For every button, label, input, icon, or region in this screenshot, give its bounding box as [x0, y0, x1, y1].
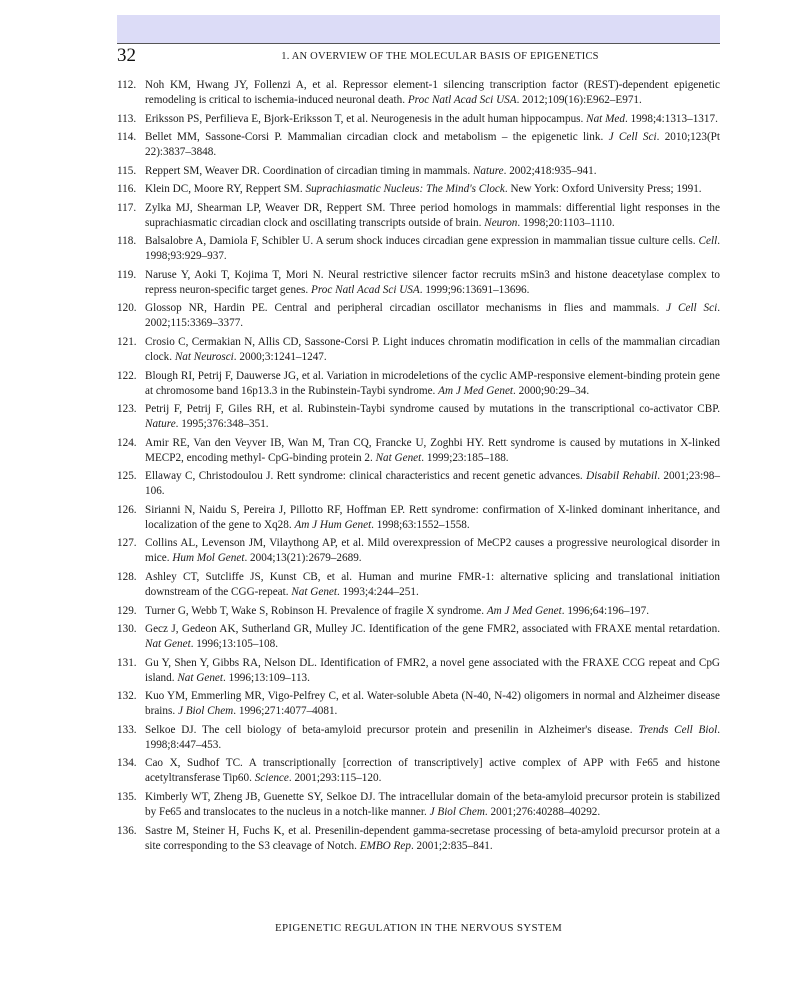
- page-number: 32: [117, 45, 136, 66]
- reference-item: [117, 234, 720, 264]
- reference-number: 122.: [117, 369, 137, 382]
- reference-details: . 1993;4:244–251.: [337, 586, 419, 599]
- reference-journal: J Cell Sci: [608, 131, 657, 144]
- reference-details: . 2000;90:29–34.: [513, 384, 590, 397]
- reference-journal: Am J Med Genet: [486, 604, 562, 617]
- reference-number: 118.: [117, 235, 137, 248]
- reference-text: Blough RI, Petrij F, Dauwerse JG, et al. Variation in microdeletions of the cyclic AMP-responsive element-binding protein gene at chromosome band 16p13.3 in the Rubinstein-Taybi syndrome.: [145, 369, 720, 397]
- reference-number: 134.: [117, 757, 137, 770]
- reference-text: Kimberly WT, Zheng JB, Guenette SY, Selkoe DJ. The intracellular domain of the beta-amyloid precursor protein is stabilized by Fe65 and translocates to the nucleus in a notch-like manner.: [145, 790, 720, 819]
- reference-details: . New York: Oxford University Press; 1991.: [504, 183, 702, 196]
- reference-item: [117, 301, 720, 331]
- reference-details: . 2001;23:98–106.: [145, 470, 720, 498]
- reference-details: . 1996;64:196–197.: [561, 604, 650, 617]
- reference-details: . 2001;276:40288–40292.: [484, 806, 601, 819]
- reference-text: Crosio C, Cermakian N, Allis CD, Sassone-Corsi P. Light induces chromatin modification in cells of the mammalian circadian clock.: [145, 335, 720, 364]
- reference-number: 116.: [117, 183, 137, 196]
- reference-text: Gu Y, Shen Y, Gibbs RA, Nelson DL. Identification of FMR2, a novel gene associated with the FRAXE CCG repeat and CpG island.: [145, 656, 720, 684]
- reference-details: . 2002;418:935–941.: [503, 164, 597, 177]
- reference-item: [117, 436, 720, 466]
- reference-text: Petrij F, Petrij F, Giles RH, et al. Rubinstein-Taybi syndrome caused by mutations in the transcriptional co-activator CBP.: [145, 403, 720, 416]
- reference-text: Cao X, Sudhof TC. A transcriptionally [correction of transcriptively] active complex of APP with Fe65 and histone acetyltransferase Tip60.: [145, 757, 720, 785]
- reference-journal: Cell: [698, 235, 718, 248]
- reference-journal: Neuron: [484, 216, 518, 229]
- reference-item: [117, 182, 720, 197]
- reference-journal: Trends Cell Biol: [638, 723, 718, 736]
- reference-journal: Nature: [472, 164, 504, 177]
- reference-text: Ashley CT, Sutcliffe JS, Kunst CB, et al. Human and murine FMR-1: alternative splicing and translational initiation downstream of the CGG-repeat.: [145, 570, 720, 599]
- reference-details: . 2004;13(21):2679–2689.: [244, 552, 362, 565]
- reference-number: 136.: [117, 824, 137, 837]
- reference-item: [117, 824, 720, 854]
- reference-details: . 1998;4:1313–1317.: [624, 112, 718, 125]
- reference-details: . 1999;96:13691–13696.: [419, 283, 530, 296]
- reference-item: [117, 536, 720, 566]
- reference-details: . 1998;20:1103–1110.: [517, 216, 615, 229]
- reference-item: [117, 78, 720, 108]
- reference-item: [117, 756, 720, 786]
- reference-details: . 1996;13:109–113.: [223, 671, 310, 684]
- reference-number: 130.: [117, 623, 137, 636]
- reference-text: Reppert SM, Weaver DR. Coordination of circadian timing in mammals.: [145, 164, 473, 177]
- reference-item: [117, 656, 720, 686]
- header-band: [117, 15, 720, 43]
- reference-details: . 2001;293:115–120.: [288, 772, 382, 785]
- reference-number: 124.: [117, 436, 137, 449]
- reference-journal: Nat Med: [586, 112, 625, 125]
- reference-text: Kuo YM, Emmerling MR, Vigo-Pelfrey C, et al. Water-soluble Abeta (N-40, N-42) oligomers in normal and Alzheimer disease brains.: [145, 690, 720, 718]
- reference-details: . 2002;115:3369–3377.: [145, 302, 720, 330]
- reference-journal: Nature: [145, 418, 176, 431]
- reference-text: Zylka MJ, Shearman LP, Weaver DR, Reppert SM. Three period homologs in mammals: differential light responses in the suprachiasmatic circadian clock and oscillating transcripts outside of brain.: [145, 201, 720, 229]
- reference-journal: Am J Med Genet: [438, 384, 514, 397]
- reference-journal: Nat Neurosci: [174, 351, 234, 364]
- reference-text: Noh KM, Hwang JY, Follenzi A, et al. Repressor element-1 silencing transcription factor (REST)-dependent epigenetic remodeling is critical to ischemia-induced neuronal death.: [145, 79, 720, 107]
- reference-number: 121.: [117, 335, 137, 348]
- reference-item: [117, 790, 720, 820]
- reference-text: Ellaway C, Christodoulou J. Rett syndrome: clinical characteristics and recent genetic advances.: [145, 470, 587, 483]
- reference-number: 127.: [117, 537, 137, 550]
- reference-text: Klein DC, Moore RY, Reppert SM.: [145, 183, 306, 196]
- reference-text: Amir RE, Van den Veyver IB, Wan M, Tran CQ, Francke U, Zoghbi HY. Rett syndrome is caused by mutations in X-linked MECP2, encoding methyl- CpG-binding protein 2.: [145, 436, 720, 464]
- reference-text: Glossop NR, Hardin PE. Central and peripheral circadian oscillator mechanisms in flies and mammals.: [145, 302, 667, 315]
- reference-text: Bellet MM, Sassone-Corsi P. Mammalian circadian clock and metabolism – the epigenetic link.: [145, 131, 609, 144]
- reference-item: [117, 723, 720, 753]
- reference-number: 131.: [117, 656, 137, 669]
- reference-item: [117, 130, 720, 160]
- reference-journal: J Cell Sci: [666, 302, 718, 315]
- header-rule: [117, 43, 720, 44]
- reference-number: 119.: [117, 268, 137, 281]
- reference-number: 117.: [117, 201, 137, 214]
- reference-details: . 2000;3:1241–1247.: [233, 351, 327, 364]
- reference-journal: Nat Genet: [177, 671, 224, 684]
- reference-item: [117, 164, 720, 179]
- reference-details: . 2012;109(16):E962–E971.: [516, 94, 642, 107]
- reference-text: Sastre M, Steiner H, Fuchs K, et al. Presenilin-dependent gamma-secretase processing of beta-amyloid precursor protein at a site corresponding to the S3 cleavage of Notch.: [145, 824, 720, 852]
- reference-details: . 1996;271:4077–4081.: [233, 705, 338, 718]
- reference-details: . 2010;123(Pt 22):3837–3848.: [145, 131, 721, 159]
- reference-details: . 2001;2:835–841.: [410, 839, 493, 852]
- reference-number: 113.: [117, 112, 137, 125]
- reference-number: 132.: [117, 690, 137, 703]
- reference-number: 126.: [117, 503, 137, 516]
- reference-number: 115.: [117, 164, 137, 177]
- reference-journal: EMBO Rep: [359, 839, 411, 852]
- reference-number: 129.: [117, 604, 137, 617]
- reference-number: 114.: [117, 131, 137, 144]
- reference-journal: Nat Genet: [145, 638, 191, 651]
- reference-journal: Am J Hum Genet: [294, 518, 372, 531]
- reference-text: Gecz J, Gedeon AK, Sutherland GR, Mulley JC. Identification of the gene FMR2, associated with FRAXE mental retardation.: [145, 623, 720, 636]
- reference-text: Eriksson PS, Perfilieva E, Bjork-Eriksson T, et al. Neurogenesis in the adult human hippocampus.: [145, 112, 587, 125]
- reference-item: [117, 503, 720, 533]
- reference-details: . 1995;376:348–351.: [175, 418, 269, 431]
- reference-number: 135.: [117, 790, 137, 803]
- reference-journal: J Biol Chem: [429, 806, 485, 819]
- reference-item: [117, 469, 720, 499]
- reference-journal: Suprachiasmatic Nucleus: The Mind's Clock: [305, 183, 505, 196]
- footer-book-title: EPIGENETIC REGULATION IN THE NERVOUS SYSTEM: [274, 922, 563, 934]
- reference-journal: Proc Natl Acad Sci USA: [310, 283, 420, 296]
- reference-number: 133.: [117, 723, 137, 736]
- reference-journal: Disabil Rehabil: [586, 470, 658, 483]
- reference-list: [117, 78, 720, 857]
- reference-journal: Science: [254, 772, 289, 785]
- chapter-title: 1. AN OVERVIEW OF THE MOLECULAR BASIS OF EPIGENETICS: [281, 51, 599, 62]
- reference-item: [117, 335, 720, 365]
- reference-text: Turner G, Webb T, Wake S, Robinson H. Prevalence of fragile X syndrome.: [145, 604, 487, 617]
- reference-journal: Hum Mol Genet: [172, 552, 245, 565]
- reference-details: . 1999;23:185–188.: [421, 451, 509, 464]
- reference-item: [117, 604, 720, 619]
- reference-item: [117, 689, 720, 719]
- reference-text: Sirianni N, Naidu S, Pereira J, Pillotto RF, Hoffman EP. Rett syndrome: confirmation of X-linked dominant inheritance, and localization of the gene to Xq28.: [145, 503, 720, 531]
- reference-item: [117, 268, 720, 298]
- reference-journal: J Biol Chem: [177, 705, 234, 718]
- reference-details: . 1998;8:447–453.: [145, 723, 720, 751]
- reference-text: Collins AL, Levenson JM, Vilaythong AP, et al. Mild overexpression of MeCP2 causes a progressive neurological disorder in mice.: [145, 537, 720, 565]
- reference-number: 123.: [117, 403, 137, 416]
- reference-item: [117, 369, 720, 399]
- reference-item: [117, 112, 720, 127]
- reference-number: 128.: [117, 570, 137, 583]
- reference-details: . 1998;63:1552–1558.: [371, 518, 470, 531]
- reference-journal: Nat Genet: [375, 451, 422, 464]
- reference-number: 125.: [117, 470, 137, 483]
- reference-number: 112.: [117, 79, 137, 91]
- reference-number: 120.: [117, 302, 137, 315]
- reference-item: [117, 622, 720, 652]
- reference-journal: Proc Natl Acad Sci USA: [407, 94, 517, 107]
- reference-item: [117, 402, 720, 432]
- reference-item: [117, 201, 720, 231]
- reference-journal: Nat Genet: [291, 586, 338, 599]
- reference-text: Naruse Y, Aoki T, Kojima T, Mori N. Neural restrictive silencer factor recruits mSin3 and histone deacetylase complex to repress neuron-specific target genes.: [145, 268, 720, 296]
- reference-text: Balsalobre A, Damiola F, Schibler U. A serum shock induces circadian gene expression in mammalian tissue culture cells.: [145, 235, 699, 248]
- reference-text: Selkoe DJ. The cell biology of beta-amyloid precursor protein and presenilin in Alzheimer's disease.: [145, 723, 639, 736]
- reference-details: . 1996;13:105–108.: [190, 638, 279, 651]
- reference-details: . 1998;93:929–937.: [145, 235, 720, 263]
- reference-item: [117, 570, 720, 600]
